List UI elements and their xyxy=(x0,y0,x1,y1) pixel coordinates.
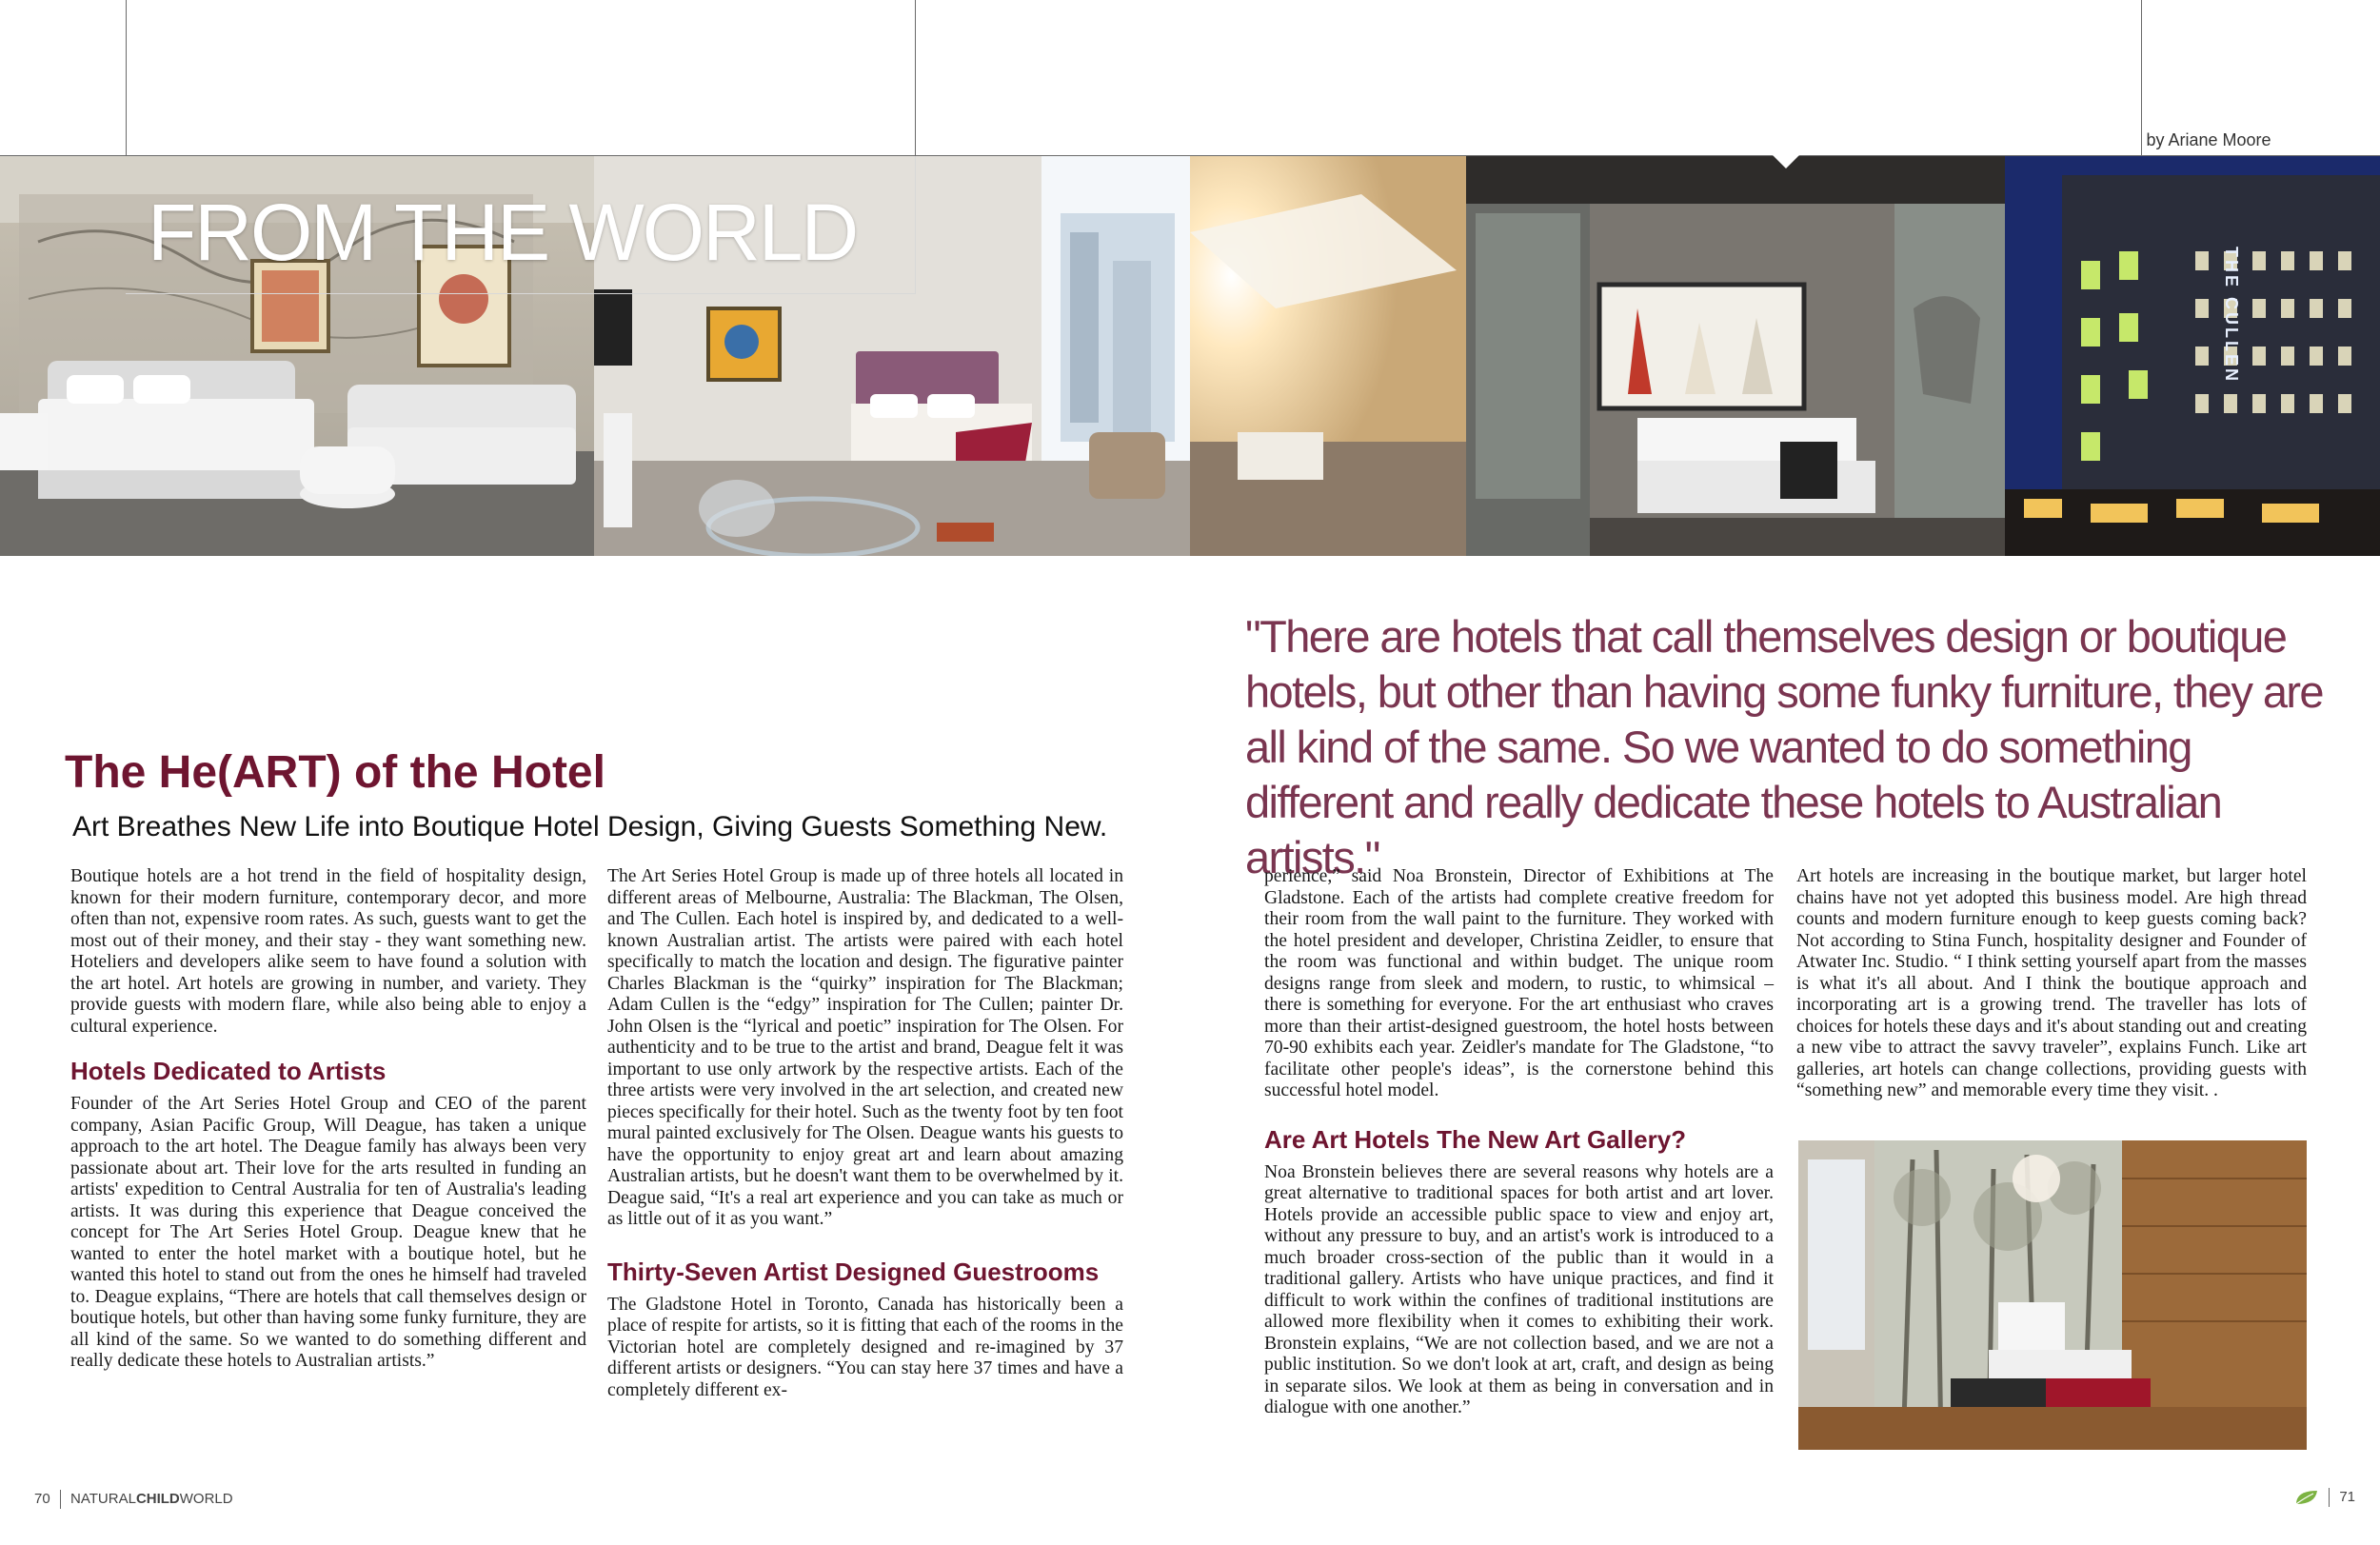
brand-child: CHILD xyxy=(135,1490,180,1507)
strip-pointer xyxy=(1773,155,1799,170)
heading-artists: Hotels Dedicated to Artists xyxy=(70,1057,387,1085)
the-cullen-building-illustration xyxy=(2005,156,2380,556)
heading-gallery: Are Art Hotels The New Art Gallery? xyxy=(1264,1124,1687,1154)
forest-mural-room-illustration xyxy=(1798,1140,2307,1450)
brand-world: WORLD xyxy=(179,1490,233,1507)
heading-guestrooms: Thirty-Seven Artist Designed Guestrooms xyxy=(607,1257,1100,1286)
article-subtitle: Art Breathes New Life into Boutique Hotel Design, Giving Guests Something New. xyxy=(72,811,1108,842)
glass-walled-suite-illustration xyxy=(1190,156,2005,556)
building-sign: THE CULLEN xyxy=(2222,247,2241,384)
section-title: FROM THE WORLD xyxy=(148,188,858,277)
byline: by Ariane Moore xyxy=(2146,130,2271,149)
footer-divider-right xyxy=(2329,1488,2330,1507)
column-3 xyxy=(1264,866,1774,1419)
page-number-left: 70 xyxy=(34,1490,50,1507)
col2-paragraph-2: The Gladstone Hotel in Toronto, Canada has historically been a place of respite for artists, so it is fitting that each of the rooms in the Victorian hotel are completely designed and re-imagined by 37 different artists or designers. “You can stay here 37 times and have a completely different ex- xyxy=(607,1294,1123,1400)
forest-mural-room-photo xyxy=(1798,1140,2307,1450)
col2-paragraph-1: The Art Series Hotel Group is made up of three hotels all located in different areas of Melbourne, Australia: The Blackman, The Olsen, and The Cullen. Each hotel is inspired by, and dedicated to a well-known Australian artist. The artists were paired with each hotel specifically to match the location and design. The figurative painter Charles Blackman is the “quirky” inspiration for The Blackman; Adam Cullen is the “edgy” inspiration for The Cullen; painter Dr. John Olsen is the “lyrical and poetic” inspiration for The Olsen. For authenticity and to be true to the artist and brand, Deague felt it was important to use only artwork by the respective artists. Each of the three artists were very involved in the art selection, and created new pieces specifically for their hotel. Such as the twenty foot by ten foot mural painted exclusively for The Olsen. Deague wants his guests to have the opportunity to enjoy great art and learn about amazing Australian artists, but he doesn't want them to be overwhelmed by it. Deague said, “It's a real art experience and you can take as much or as little out of it as you want.” xyxy=(607,866,1123,1229)
col3-paragraph-1: perience,” said Noa Bronstein, Director of Exhibitions at The Gladstone. Each of the artists had complete creative freedom for their room from the wall paint to the furniture. They worked with the hotel president and developer, Christina Zeidler, to ensure that the room was functional and within budget. The unique room designs range from sleek and modern, to rustic, to whimsical – there is something for everyone. For the art enthusiast who craves more than their artist-designed guestroom, the hotel hosts between 70-90 exhibits each year. Zeidler's mandate for The Gladstone, “to facilitate other people's ideas”, is the cornerstone behind this successful hotel model. xyxy=(1264,866,1774,1100)
col1-paragraph-2: Founder of the Art Series Hotel Group and CEO of the parent company, Asian Pacific Group, Will Deague, has taken a unique approach to the art hotel. The Deague family has always been very passionate about art. Their love for the arts resulted in funding an artists' expedition to Central Australia for ten of Australia's leading artists. It was during this experience that Deague conceived the concept for The Art Series Hotel Group. Deague knew that he wanted to enter the hotel market with a boutique hotel, but he wanted this hotel to stand out from the ones he himself had traveled to. Deague explains, “There are hotels that call themselves design or boutique hotels, but other than having some funky furniture, they are all kind of the same. So we wanted to do something different and really dedicate these hotels to Australian artists.” xyxy=(70,1094,586,1371)
column-2 xyxy=(607,866,1123,1401)
col1-paragraph-1: Boutique hotels are a hot trend in the field of hospitality design, known for their modern furniture, contemporary decor, and more often than not, expensive room rates. As such, guests want to get the most out of their money, and their stay - they want something new. Hoteliers and developers alike seem to have found a solution with the art hotel. Art hotels are growing in number, and variety. They provide guests with modern flare, while also being able to enjoy a cultural experience. xyxy=(70,866,586,1037)
pull-quote: "There are hotels that call themselves design or boutique hotels, but other than having some funky furniture, they are all kind of the same. So we wanted to do something different and really dedicate these hotels to Australian artists." xyxy=(1245,611,2323,882)
leaf-icon xyxy=(2294,1489,2319,1506)
footer-divider-left xyxy=(60,1490,61,1509)
glass-walled-suite-photo xyxy=(1190,156,2005,556)
col3-paragraph-2: Noa Bronstein believes there are several reasons why hotels are a great alternative to traditional spaces for both artist and art lover. Hotels provide an accessible public space to view and enjoy art, without any pressure to buy, and an artist's work is introduced to a much broader cross-section of the public than it would in a traditional gallery. Artists who have unique practices, and find it difficult to work within the confines of traditional institutions are allowed more flexibility when it comes to exhibiting their work. Bronstein explains, “We are not collection based, and we are not a public institution. So we don't look at art, craft, and design as being in separate silos. We look at them as being in conversation and in dialogue with one another.” xyxy=(1264,1161,1774,1417)
column-1 xyxy=(70,866,586,1373)
brand-natural: NATURAL xyxy=(70,1490,136,1507)
column-4 xyxy=(1796,866,2307,1102)
the-cullen-building-photo xyxy=(2005,156,2380,556)
footer-left xyxy=(34,1490,233,1509)
col4-paragraph-1: Art hotels are increasing in the boutique market, but larger hotel chains have not yet adopted this business model. Are high thread counts and modern furniture enough to keep guests coming back? Not according to Stina Funch, hospitality designer and Founder of Atwater Inc. Studio. “ I think setting yourself apart from the masses is what it's all about. And I think the boutique approach and incorporating art is a growing trend. The traveller has lots of choices for hotels these days and it's about standing out and creating a new vibe to attract the savvy traveler”, explains Funch. Like art galleries, art hotels can change collections, providing guests with “something new” and memorable every time they visit. . xyxy=(1796,866,2307,1100)
footer-right xyxy=(2294,1488,2355,1507)
article-title: The He(ART) of the Hotel xyxy=(65,747,605,798)
page-number-right: 71 xyxy=(2339,1488,2356,1505)
